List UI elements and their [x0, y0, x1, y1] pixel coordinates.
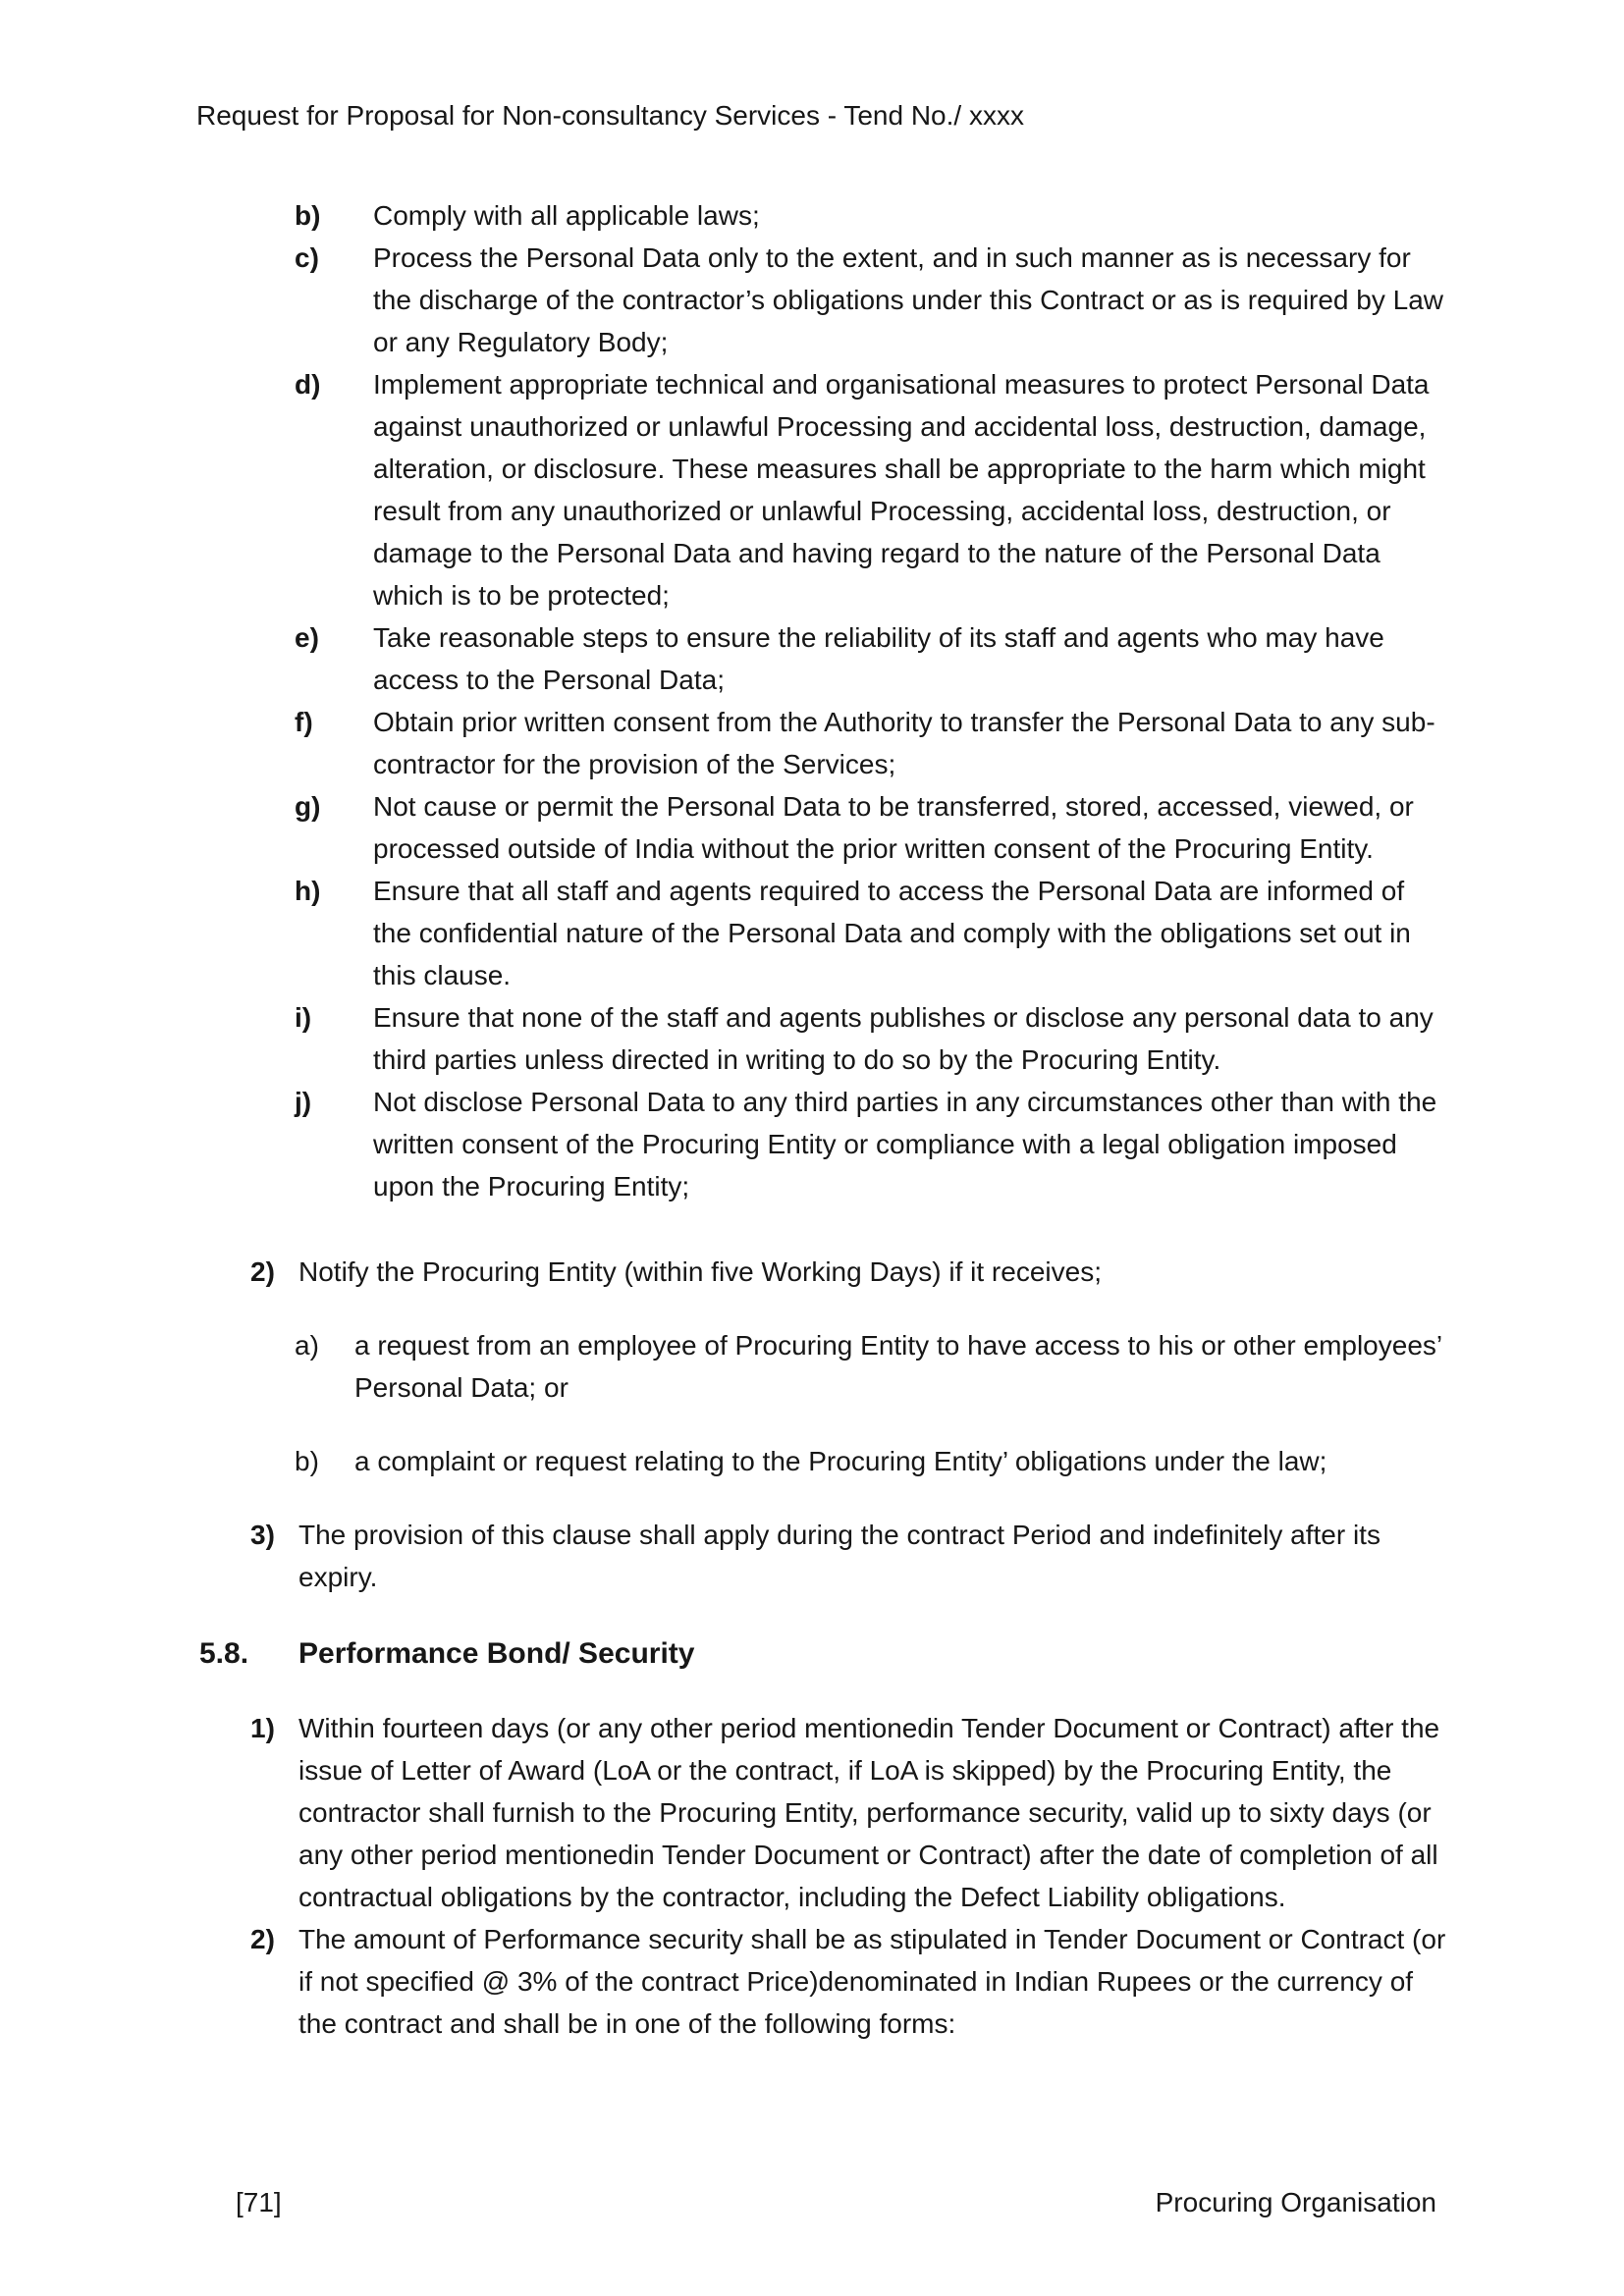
section-title: Performance Bond/ Security [298, 1637, 695, 1670]
list-item [295, 785, 1447, 870]
list-item-label: 2) [250, 1924, 275, 1954]
list-item-text: The provision of this clause shall apply during the contract Period and indefinitely after its expiry. [298, 1520, 1380, 1592]
list-item-label: 1) [250, 1713, 275, 1743]
list-item-text: Notify the Procuring Entity (within five Working Days) if it receives; [298, 1256, 1102, 1287]
list-item-text: The amount of Performance security shall be as stipulated in Tender Document or Contract (or if not specified @ 3% of the contract Price)denominated in Indian Rupees or the currency of the contract and shall be in one of the following forms: [298, 1924, 1446, 2039]
document-footer [236, 2183, 1436, 2222]
list-item [295, 701, 1447, 785]
list-item-text: Not disclose Personal Data to any third parties in any circumstances other than with the written consent of the Procuring Entity or compliance with a legal obligation imposed upon the Procuring Entity; [373, 1087, 1437, 1201]
page-number: [71] [236, 2187, 282, 2217]
list-item [295, 1081, 1447, 1207]
list-item [250, 1918, 1447, 2045]
section-number: 5.8. [199, 1637, 249, 1670]
list-item [295, 194, 1447, 237]
list-item-label: a) [295, 1330, 319, 1361]
list-item [295, 870, 1447, 996]
list-item-text: Process the Personal Data only to the extent, and in such manner as is necessary for the discharge of the contractor’s obligations under this Contract or as is required by Law or any Regulatory Body; [373, 242, 1444, 357]
list-item [250, 1707, 1447, 1918]
list-item-label: 3) [250, 1520, 275, 1550]
list-item [295, 237, 1447, 363]
list-item-label: h) [295, 876, 321, 906]
list-item-label: i) [295, 1002, 312, 1033]
footer-organisation-text: Procuring Organisation [1155, 2187, 1436, 2217]
list-item-label: g) [295, 791, 321, 822]
list-item [250, 1514, 1447, 1598]
list-item-label: j) [295, 1087, 312, 1117]
list-item-text: Comply with all applicable laws; [373, 200, 760, 231]
list-item [295, 363, 1447, 616]
list-item-text: Not cause or permit the Personal Data to be transferred, stored, accessed, viewed, or processed outside of India without the prior written consent of the Procuring Entity. [373, 791, 1414, 864]
list-item-label: d) [295, 369, 321, 400]
list-item-label: b) [295, 200, 321, 231]
list-item [295, 1440, 1447, 1482]
list-item-text: Within fourteen days (or any other period mentionedin Tender Document or Contract) after the issue of Letter of Award (LoA or the contract, if LoA is skipped) by the Procuring Entity, the contractor shall furnish to the Procuring Entity, performance security, valid up to sixty days (or any other period mentionedin Tender Document or Contract) after the date of completion of all contractual obligations by the contractor, including the Defect Liability obligations. [298, 1713, 1440, 1912]
list-item-text: a request from an employee of Procuring Entity to have access to his or other employees’ Personal Data; or [354, 1330, 1442, 1403]
list-item-label: c) [295, 242, 319, 273]
list-item-text: Obtain prior written consent from the Authority to transfer the Personal Data to any sub-contractor for the provision of the Services; [373, 707, 1435, 779]
list-item-text: Ensure that none of the staff and agents publishes or disclose any personal data to any third parties unless directed in writing to do so by the Procuring Entity. [373, 1002, 1434, 1075]
list-item [295, 1324, 1447, 1409]
list-item [250, 1251, 1447, 1293]
list-item-label: b) [295, 1446, 319, 1476]
list-item-label: e) [295, 622, 319, 653]
list-item-text: Implement appropriate technical and organisational measures to protect Personal Data against unauthorized or unlawful Processing and accidental loss, destruction, damage, alteration, or disclosure. These measures shall be appropriate to the harm which might result from any unauthorized or unlawful Processing, accidental loss, destruction, or damage to the Personal Data and having regard to the nature of the Personal Data which is to be protected; [373, 369, 1430, 611]
list-item-label: f) [295, 707, 313, 737]
list-item-label: 2) [250, 1256, 275, 1287]
document-body [0, 194, 1624, 2045]
document-header: Request for Proposal for Non-consultancy Services - Tend No./ xxxx [196, 100, 1024, 131]
list-item-text: a complaint or request relating to the Procuring Entity’ obligations under the law; [354, 1446, 1327, 1476]
list-item-text: Take reasonable steps to ensure the reliability of its staff and agents who may have access to the Personal Data; [373, 622, 1384, 695]
section-heading [199, 1631, 1447, 1676]
list-item [295, 996, 1447, 1081]
list-item [295, 616, 1447, 701]
list-item-text: Ensure that all staff and agents required to access the Personal Data are informed of the confidential nature of the Personal Data and comply with the obligations set out in this clause. [373, 876, 1411, 990]
